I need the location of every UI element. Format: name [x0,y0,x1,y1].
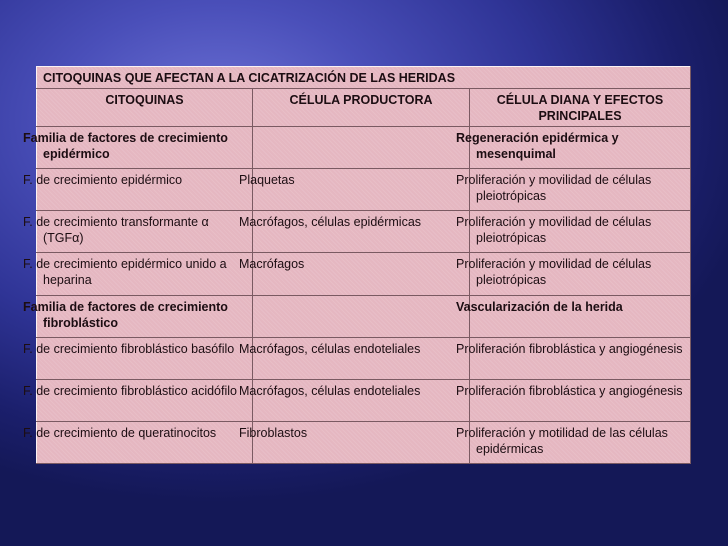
table-row [37,253,691,295]
cell-cytokine: F. de crecimiento transformante α (TGFα) [37,211,253,253]
header-citoquinas: CITOQUINAS [37,89,253,127]
table-row [37,211,691,253]
cell-cytokine: F. de crecimiento fibroblástico basófilo [37,337,253,379]
header-celula-productora: CÉLULA PRODUCTORA [253,89,470,127]
cell-producer: Macrófagos, células endoteliales [253,337,470,379]
cell-target-effect: Vascularización de la herida [470,295,691,337]
cell-producer: Macrófagos [253,253,470,295]
cell-cytokine: Familia de factores de crecimiento epidérmico [37,127,253,169]
cell-cytokine: F. de crecimiento de queratinocitos [37,421,253,463]
table-row [37,379,691,421]
cell-producer [253,295,470,337]
cell-producer [253,127,470,169]
cell-cytokine: F. de crecimiento epidérmico [37,169,253,211]
table-row [37,169,691,211]
table-title-row [37,67,691,89]
header-celula-diana: CÉLULA DIANA Y EFECTOS PRINCIPALES [470,89,691,127]
cell-target-effect: Proliferación fibroblástica y angiogénesis [470,337,691,379]
cell-target-effect: Proliferación y motilidad de las células epidérmicas [470,421,691,463]
cell-target-effect: Proliferación y movilidad de células pleiotrópicas [470,211,691,253]
table-row [37,295,691,337]
table-row [37,337,691,379]
cell-producer: Macrófagos, células endoteliales [253,379,470,421]
cell-producer: Fibroblastos [253,421,470,463]
table-header-row [37,89,691,127]
table-title: CITOQUINAS QUE AFECTAN A LA CICATRIZACIÓN DE LAS HERIDAS [37,67,691,89]
table-row [37,127,691,169]
table-row [37,421,691,463]
cytokine-table [23,66,691,464]
cell-producer: Plaquetas [253,169,470,211]
cell-cytokine: F. de crecimiento fibroblástico acidófilo [37,379,253,421]
cell-target-effect: Proliferación y movilidad de células pleiotrópicas [470,253,691,295]
cell-producer: Macrófagos, células epidérmicas [253,211,470,253]
cell-target-effect: Proliferación y movilidad de células pleiotrópicas [470,169,691,211]
cell-target-effect: Regeneración epidérmica y mesenquimal [470,127,691,169]
cell-cytokine: Familia de factores de crecimiento fibroblástico [37,295,253,337]
cell-target-effect: Proliferación fibroblástica y angiogénesis [470,379,691,421]
cell-cytokine: F. de crecimiento epidérmico unido a heparina [37,253,253,295]
